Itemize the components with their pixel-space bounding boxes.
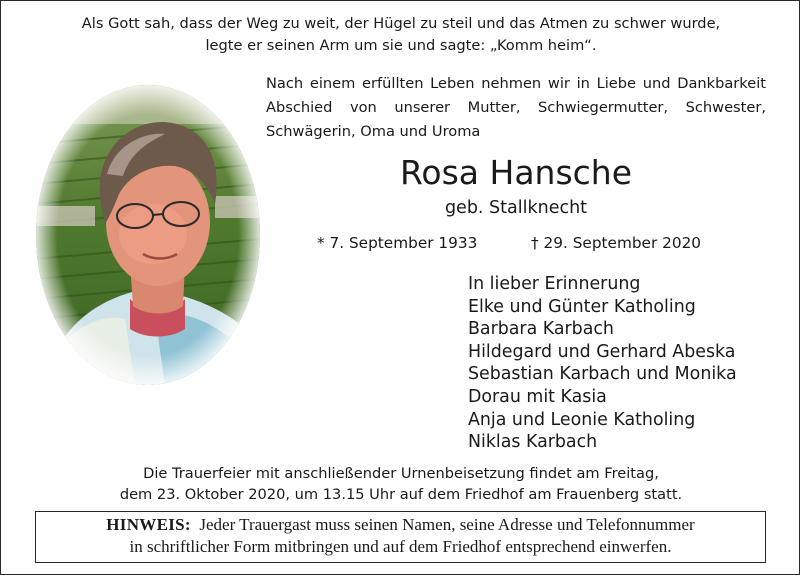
list-item: In lieber Erinnerung [468, 274, 641, 294]
birth-date: * 7. September 1933 [317, 234, 478, 252]
notice-line-1 [36, 514, 765, 536]
service-line-1: Die Trauerfeier mit anschließender Urnenbeisetzung findet am Freitag, [143, 465, 659, 482]
notice-text-1: Jeder Trauergast muss seinen Namen, seine Adresse und Telefonnummer [199, 515, 695, 534]
intro-line-2: legte er seinen Arm um sie und sagte: „Komm heim“. [205, 37, 597, 54]
intro-line-1: Als Gott sah, dass der Weg zu weit, der Hügel zu steil und das Atmen zu schwer wurde, [81, 15, 721, 32]
lead-text: Nach einem erfüllten Leben nehmen wir in Liebe und Dankbarkeit Abschied von unserer Mutter, Schwiegermutter, Schwester, Schwägerin, Oma und Uroma [266, 75, 766, 140]
mourners-list [468, 273, 788, 454]
list-item: Sebastian Karbach und Monika [468, 364, 737, 385]
list-item: Barbara Karbach [468, 319, 614, 340]
list-item: Anja und Leonie Katholing [468, 409, 696, 430]
funeral-service-info [21, 463, 781, 505]
maiden-name: geb. Stallknecht [444, 198, 588, 218]
portrait-photo [35, 84, 261, 386]
list-item: Niklas Karbach [468, 432, 598, 453]
notice-label: HINWEIS: [106, 515, 191, 534]
notice-box [35, 511, 766, 563]
list-item: Hildegard und Gerhard Abeska [468, 341, 736, 362]
death-date: † 29. September 2020 [531, 234, 702, 252]
notice-line-2: in schriftlicher Form mitbringen und auf dem Friedhof entsprechend einwerfen. [129, 537, 672, 556]
service-line-2: dem 23. Oktober 2020, um 13.15 Uhr auf dem Friedhof am Frauenberg statt. [119, 486, 683, 503]
deceased-name: Rosa Hansche [399, 153, 633, 192]
list-item: Elke und Günter Katholing [468, 296, 696, 317]
intro-verse [21, 13, 781, 57]
list-item: Dorau mit Kasia [468, 386, 607, 407]
